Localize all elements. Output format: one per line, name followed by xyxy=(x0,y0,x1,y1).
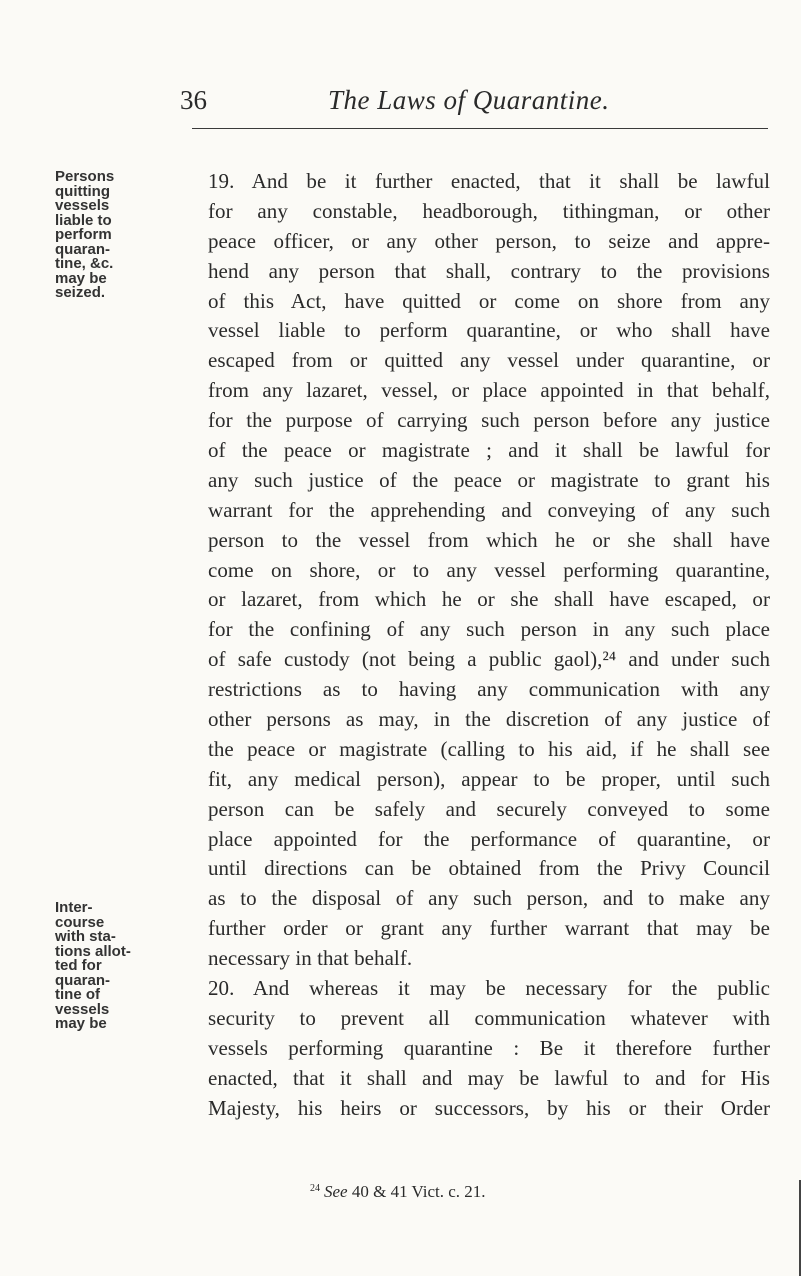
text-line: enacted, that it shall and may be lawful to and for His xyxy=(208,1065,770,1090)
page-number: 36 xyxy=(180,85,207,115)
text-line: Majesty, his heirs or successors, by his or their Order xyxy=(208,1095,770,1120)
footnote xyxy=(310,1179,486,1202)
text-line: other persons as may, in the discretion of any justice of xyxy=(208,707,770,732)
sidenote-line: quaran- xyxy=(55,240,111,258)
text-line: for the confining of any such person in any such place xyxy=(208,617,770,642)
sidenote-line: Persons xyxy=(55,168,115,185)
text-line: necessary in that behalf. xyxy=(208,946,413,971)
text-line: any such justice of the peace or magistrate to grant his xyxy=(208,467,770,492)
text-line: further order or grant any further warrant that may be xyxy=(208,916,770,941)
sidenote-line: tions allot- xyxy=(55,942,131,960)
sidenote-persons-quitting-vessels xyxy=(55,170,145,301)
sidenote-line: Inter- xyxy=(55,899,93,916)
sidenote-intercourse-with-stations xyxy=(55,901,145,1032)
footnote-marker: 24 xyxy=(310,1183,320,1194)
text-line: for any constable, headborough, tithingman, or other xyxy=(208,198,770,223)
footnote-see: See xyxy=(324,1182,348,1201)
header-rule xyxy=(192,128,768,129)
footnote-text: 40 & 41 Vict. c. 21. xyxy=(351,1182,486,1201)
sidenote-line: quaran- xyxy=(55,971,111,989)
text-line: or lazaret, from which he or she shall have escaped, or xyxy=(208,587,770,612)
text-line: for the purpose of carrying such person before any justice xyxy=(208,408,770,433)
text-line: vessel liable to perform quarantine, or who shall have xyxy=(208,318,770,343)
text-line: come on shore, or to any vessel performing quarantine, xyxy=(208,557,770,582)
sidenote-line: may be xyxy=(55,269,107,287)
sidenote-line: tine of xyxy=(55,986,100,1003)
text-line: hend any person that shall, contrary to the provisions xyxy=(208,258,770,283)
text-line: 20. And whereas it may be necessary for the public xyxy=(208,976,770,1001)
text-line: fit, any medical person), appear to be proper, until such xyxy=(208,766,770,791)
sidenote-line: liable to xyxy=(55,211,112,229)
sidenote-line: vessels xyxy=(55,1000,110,1018)
sidenote-line: seized. xyxy=(55,284,106,301)
text-line: from any lazaret, vessel, or place appointed in that behalf, xyxy=(208,378,770,403)
text-line: escaped from or quitted any vessel under quarantine, or xyxy=(208,348,770,373)
body-text xyxy=(208,167,770,1124)
running-title: The Laws of Quarantine. xyxy=(328,85,610,115)
text-line: security to prevent all communication whatever with xyxy=(208,1005,770,1030)
sidenote-line: perform xyxy=(55,226,112,243)
text-line: until directions can be obtained from the Privy Council xyxy=(208,856,770,881)
text-line: vessels performing quarantine : Be it therefore further xyxy=(208,1035,770,1060)
text-line: of the peace or magistrate ; and it shall be lawful for xyxy=(208,438,770,463)
text-line: of this Act, have quitted or come on shore from any xyxy=(208,288,770,313)
text-line: place appointed for the performance of quarantine, or xyxy=(208,826,770,851)
sidenote-line: vessels xyxy=(55,197,110,214)
text-line: warrant for the apprehending and conveying of any such xyxy=(208,497,770,522)
text-line: 19. And be it further enacted, that it shall be lawful xyxy=(208,169,770,193)
text-line: the peace or magistrate (calling to his aid, if he shall see xyxy=(208,736,770,761)
text-line: person to the vessel from which he or she shall have xyxy=(208,527,770,552)
sidenote-line: with sta- xyxy=(55,928,116,945)
text-line: restrictions as to having any communication with any xyxy=(208,677,770,702)
sidenote-line: quitting xyxy=(55,182,110,200)
text-line: person can be safely and securely conveyed to some xyxy=(208,796,770,821)
text-line: of safe custody (not being a public gaol),²⁴ and under such xyxy=(208,647,770,672)
sidenote-line: ted for xyxy=(55,957,102,974)
text-line: as to the disposal of any such person, and to make any xyxy=(208,886,770,911)
sidenote-line: tine, &c. xyxy=(55,255,114,272)
sidenote-line: course xyxy=(55,913,105,931)
sidenote-line: may be xyxy=(55,1015,107,1032)
text-line: peace officer, or any other person, to seize and appre- xyxy=(208,228,770,253)
